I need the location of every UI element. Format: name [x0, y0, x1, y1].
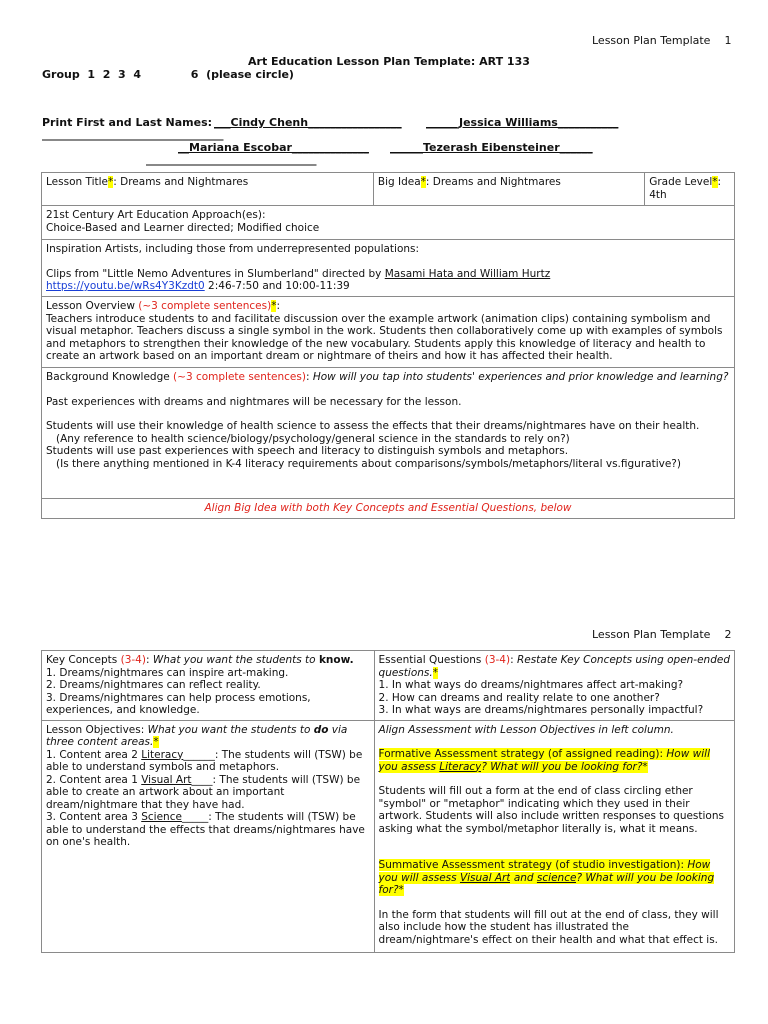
grade-level-value: 4th: [649, 188, 667, 201]
overview-text: Teachers introduce students to and facilitate discussion over the example artwork (animation clips) containing symbolism and visual metaphor. Teachers discuss a single symbol in the work. Students then collaboratively come up with examples of symbols and metaphors to strengthen their knowledge of the new vocabulary. Students apply this knowledge of literacy and health to create an artwork based on an important dream or nightmare of theirs and how it has affected their health.: [46, 312, 723, 362]
eq-label: Essential Questions: [378, 654, 485, 666]
essential-questions-cell[interactable]: Essential Questions (3-4): Restate Key Concepts using open-ended questions.* 1. In what ways do dreams/nightmares affect art-making? 2. How can dreams and reality relate to one another? 3. In what ways are dreams/nightmares personally impactful?: [374, 651, 734, 721]
objectives-label: Lesson Objectives:: [46, 723, 148, 736]
big-idea-cell[interactable]: [373, 173, 644, 206]
page-number: 2: [724, 628, 732, 641]
background-knowledge-cell[interactable]: Background Knowledge (~3 complete sentences): How will you tap into students' experiences and prior knowledge and learning? Past experiences with dreams and nightmares will be necessary for the lesson. Students will use their knowledge of health science to assess the effects that their dreams/nightmares have on their health. (Any reference to health science/biology/psychology/general science in the standards to rely on?) Students will use past experiences with speech and literacy to distinguish symbols and metaphors. (Is there anything mentioned in K-4 literacy requirements about comparisons/symbols/metaphors/literal vs.figurative?): [42, 368, 735, 499]
objective-2-prefix: 2. Content area 1: [46, 773, 142, 786]
big-idea-value: : Dreams and Nightmares: [425, 176, 561, 188]
key-concept-2: 2. Dreams/nightmares can reflect reality.: [46, 679, 261, 691]
objective-3-prefix: 3. Content area 3: [46, 811, 142, 823]
assessment-cell[interactable]: [374, 720, 734, 952]
required-asterisk: *: [271, 300, 277, 312]
required-asterisk: *: [153, 736, 159, 748]
bk-paragraph-2b: (Any reference to health science/biology/psychology/general science in the standards to rely on?): [56, 432, 570, 445]
name-line-2: _______________________________: [146, 153, 317, 166]
key-concepts-prompt-bold: know.: [318, 654, 354, 666]
group-line: Group 1 2 3 4 6 (please circle): [42, 68, 294, 81]
big-idea-label: Big Idea: [377, 176, 421, 188]
key-concepts-prompt: What you want the students to: [152, 654, 319, 666]
overview-label: Lesson Overview: [46, 300, 139, 312]
summative-question-1: How you will assess: [378, 859, 711, 884]
summative-text: In the form that students will fill out at the end of class, they will also include how the student has illustrated the dream/nightmare's effect on their health and what that effect is.: [378, 908, 719, 946]
align-note: Align Big Idea with both Key Concepts and Essential Questions, below: [204, 502, 572, 514]
formative-question-1: How will you assess: [378, 748, 710, 773]
essential-question-3: 3. In what ways are dreams/nightmares personally impactful?: [378, 704, 704, 716]
objective-2-text: : The students will (TSW) be able to create an artwork about an important dream/nightmare that they have had.: [46, 773, 361, 811]
lesson-title-cell[interactable]: [42, 173, 374, 206]
key-concepts-hint: (3-4): [120, 654, 146, 666]
lesson-title-value: : Dreams and Nightmares: [113, 176, 249, 188]
bk-label: Background Knowledge: [46, 371, 174, 383]
key-concepts-label: Key Concepts: [46, 654, 121, 666]
summative-and: and: [510, 871, 537, 884]
summative-label: Summative Assessment strategy (of studio investigation):: [378, 859, 688, 871]
page-number: 1: [724, 34, 732, 47]
approach-value: Choice-Based and Learner directed; Modified choice: [46, 221, 320, 234]
directors: Masami Hata and William Hurtz: [384, 267, 551, 280]
eq-hint: (3-4): [484, 654, 511, 666]
objective-2: [46, 774, 370, 812]
clips-text: Clips from "Little Nemo Adventures in Slumberland" directed by: [46, 267, 385, 280]
overview-hint: (~3 complete sentences): [138, 300, 272, 312]
bk-paragraph-1: Past experiences with dreams and nightmares will be necessary for the lesson.: [46, 395, 462, 408]
objective-1-text: : The students will (TSW) be able to understand symbols and metaphors.: [46, 748, 363, 773]
objective-2-blank: ____: [191, 773, 213, 786]
lesson-plan-table-page-1: [41, 172, 735, 519]
formative-text: Students will fill out a form at the end of class circling ether "symbol" or "metaphor" indicating which they used in their artwork. Students will also include written responses to questions asking what the symbol/metaphor literally is, what it means.: [378, 785, 724, 835]
objective-1-blank: ______: [183, 748, 215, 761]
video-link[interactable]: https://youtu.be/wRs4Y3Kzdt0: [46, 280, 205, 292]
approach-cell[interactable]: [42, 206, 735, 240]
running-header-page-1: [592, 34, 731, 47]
inspiration-label: Inspiration Artists, including those from underrepresented populations:: [46, 243, 420, 255]
objective-2-area: Visual Art: [141, 773, 192, 786]
required-asterisk: *: [108, 176, 114, 188]
lesson-plan-table-page-2: [41, 650, 735, 953]
bk-paragraph-2c: Students will use past experiences with speech and literacy to distinguish symbols and metaphors.: [46, 445, 569, 457]
document-title: Art Education Lesson Plan Template: ART 133: [248, 55, 530, 68]
summative-question-2: ? What will you be looking for?*: [378, 871, 715, 896]
bk-question: How will you tap into students' experiences and prior knowledge and learning?: [312, 371, 729, 383]
align-note-cell: [42, 499, 735, 519]
objectives-prompt-end: via three content areas.: [46, 723, 348, 748]
objectives-prompt-do: do: [313, 723, 329, 736]
grade-level-colon: :: [717, 176, 722, 188]
essential-question-2: 2. How can dreams and reality relate to one another?: [378, 691, 660, 704]
objective-3: [46, 811, 370, 849]
key-concept-3: 3. Dreams/nightmares can help process emotions, experiences, and knowledge.: [46, 691, 311, 716]
name-line-1: _________________________________: [42, 128, 224, 141]
name-field-4[interactable]: ______Tezerash Eibensteiner______: [390, 141, 593, 154]
overview-cell[interactable]: Lesson Overview (~3 complete sentences)*: Teachers introduce students to and facilitate discussion over the example artwork (animation clips) containing symbolism and visual metaphor. Teachers discuss a single symbol in the work. Students then collaboratively come up with examples of symbols and metaphors to strengthen their knowledge of the new vocabulary. Students apply this knowledge of literacy and health to create an artwork based on an important dream or nightmare of theirs and how it has affected their health.: [42, 297, 735, 368]
assessment-align-note: Align Assessment with Lesson Objectives in left column.: [378, 723, 674, 736]
grade-level-cell[interactable]: [645, 173, 735, 206]
objective-1-area: Literacy: [141, 748, 184, 761]
required-asterisk: *: [420, 176, 426, 188]
key-concept-1: 1. Dreams/nightmares can inspire art-making.: [46, 666, 289, 679]
name-field-1[interactable]: ___Cindy Chenh_________________: [214, 116, 402, 129]
bk-paragraph-2d: (Is there anything mentioned in K-4 literacy requirements about comparisons/symbols/metaphors/literal vs.figurative?): [56, 457, 681, 470]
key-concepts-cell[interactable]: Key Concepts (3-4): What you want the students to know. 1. Dreams/nightmares can inspire art-making. 2. Dreams/nightmares can reflect reality. 3. Dreams/nightmares can help process emotions, experiences, and knowledge.: [42, 651, 375, 721]
timestamps: 2:46-7:50 and 10:00-11:39: [204, 280, 350, 292]
required-asterisk: *: [712, 176, 718, 188]
name-field-3[interactable]: __Mariana Escobar______________: [178, 141, 369, 154]
objectives-cell[interactable]: [42, 720, 375, 952]
bk-paragraph-2a: Students will use their knowledge of health science to assess the effects that their dreams/nightmares have on their health.: [46, 420, 700, 432]
summative-area-1: Visual Art: [459, 871, 511, 884]
formative-question-2: ? What will you be looking for?*: [481, 760, 648, 773]
name-field-2[interactable]: ______Jessica Williams___________: [426, 116, 619, 129]
objective-3-area: Science: [141, 811, 182, 823]
objective-3-blank: _____: [181, 811, 209, 823]
objectives-prompt: What you want the students to: [147, 723, 314, 736]
objective-1-prefix: 1. Content area 2: [46, 748, 142, 761]
formative-label: Formative Assessment strategy (of assigned reading):: [378, 748, 667, 760]
eq-prompt: Restate Key Concepts using open-ended questions.: [378, 654, 730, 679]
summative-area-2: science: [536, 871, 577, 884]
inspiration-cell[interactable]: [42, 240, 735, 297]
running-header-page-2: [592, 628, 731, 641]
objective-1: [46, 749, 370, 774]
objective-3-text: : The students will (TSW) be able to understand the effects that dreams/nightmares have on one's health.: [46, 811, 365, 848]
running-header-text: Lesson Plan Template: [592, 34, 711, 47]
formative-area: Literacy: [439, 760, 482, 773]
essential-question-1: 1. In what ways do dreams/nightmares affect art-making?: [378, 679, 684, 691]
bk-hint: (~3 complete sentences): [173, 371, 306, 383]
names-label: Print First and Last Names:: [42, 116, 213, 129]
running-header-text: Lesson Plan Template: [592, 628, 711, 641]
required-asterisk: *: [432, 666, 438, 679]
approach-label: 21st Century Art Education Approach(es):: [46, 209, 266, 221]
grade-level-label: Grade Level: [649, 176, 713, 188]
lesson-title-label: Lesson Title: [46, 176, 108, 188]
